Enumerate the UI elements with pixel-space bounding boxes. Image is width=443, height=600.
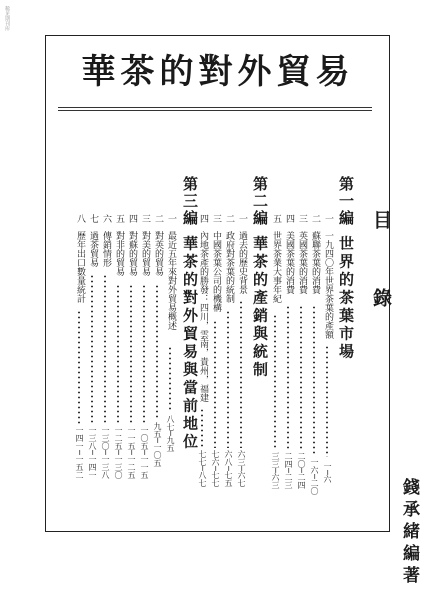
toc-entry: 四對蘇的貿易 (127, 214, 137, 276)
leader-dots (91, 274, 93, 424)
toc-entry: 二蘇聯茶葉的消費 (310, 214, 320, 294)
toc-entry: 四內地茶產的勝發：四川，雲南，貴州，福建 (198, 214, 208, 402)
toc-entry: 三英國茶葉的消費 (297, 214, 307, 294)
page-range: 六三─六七 (237, 450, 246, 487)
toc-heading: 目 錄 (370, 210, 392, 333)
page-range: 一二五─一三〇 (114, 426, 123, 479)
leader-dots (104, 274, 106, 424)
toc-entry: 五世界茶業大事年紀 (271, 214, 281, 303)
chapter-2-number: 第二編 (251, 176, 269, 227)
leader-dots (169, 346, 171, 412)
chapter-1-number: 第一編 (337, 176, 355, 227)
chapter-3-number: 第三編 (181, 176, 199, 227)
page-range: 一一五─一二五 (127, 426, 136, 479)
author-credit: 錢承緒編著 (399, 478, 419, 588)
toc-entry: 一過去的歷史背景 (237, 214, 247, 294)
toc-entry: 四美國茶葉的消費 (284, 214, 294, 294)
leader-dots (287, 305, 289, 451)
toc-entry: 六傳銷情形 (101, 214, 111, 267)
leader-dots (78, 310, 80, 424)
toc-entry: 三對美的貿易 (140, 214, 150, 276)
watermark: 稀见期刊库 (4, 6, 10, 31)
toc-entry: 一一九四〇年世界茶葉的產額 (323, 214, 333, 339)
book-title: 華茶的對外貿易 (81, 52, 355, 92)
leader-dots (130, 284, 132, 424)
toc-entry: 二對英的貿易 (153, 214, 163, 276)
toc-entry: 五對非的貿易 (114, 214, 124, 276)
page-range: 一四一─一五二 (75, 426, 84, 479)
page-range: 七七─八七 (198, 450, 207, 487)
leader-dots (326, 345, 328, 457)
page-range: 三三─六三 (271, 452, 280, 489)
leader-dots (274, 314, 276, 450)
leader-dots (117, 284, 119, 424)
leader-dots (300, 305, 302, 451)
toc-entry: 一最近五年來對外貿易概述 (166, 214, 176, 330)
page-range: 一─六 (323, 462, 332, 483)
leader-dots (214, 320, 216, 448)
chapter-2-heading (252, 176, 267, 379)
page-range: 一〇五─一一五 (140, 426, 149, 479)
toc-entry: 八歷年出口數量統計 (75, 214, 85, 303)
leader-dots (156, 284, 158, 420)
leader-dots (143, 284, 145, 424)
chapter-1-heading (338, 176, 353, 361)
page-range: 六八─七五 (224, 450, 233, 487)
page-range: 八七─九五 (166, 415, 175, 452)
chapter-3-title: 華茶的對外貿易與當前地位 (181, 235, 199, 452)
leader-dots (201, 408, 203, 448)
toc-entry: 二政府對茶葉的統制 (224, 214, 234, 303)
title-rule-lower (58, 110, 372, 111)
page-range: 一三〇─一三八 (101, 426, 110, 479)
title-rule-upper (58, 107, 372, 108)
page-range: 一六─二〇 (310, 458, 319, 495)
page-range: 七六─七七 (211, 450, 220, 487)
chapter-1-title: 世界的茶葉市場 (337, 235, 355, 362)
page-range: 二〇─二四 (297, 452, 306, 489)
leader-dots (313, 305, 315, 455)
leader-dots (227, 310, 229, 448)
toc-entry: 七過茶貿易 (88, 214, 98, 267)
chapter-3-heading (182, 176, 197, 451)
chapter-2-title: 華茶的產銷與統制 (251, 235, 269, 380)
page-range: 二四─二三 (284, 452, 293, 489)
toc-entry: 三中國茶葉公司的機構 (211, 214, 221, 312)
leader-dots (240, 300, 242, 448)
page-range: 一三八─一四一 (88, 426, 97, 479)
page-range: 九五─一〇五 (153, 422, 162, 467)
